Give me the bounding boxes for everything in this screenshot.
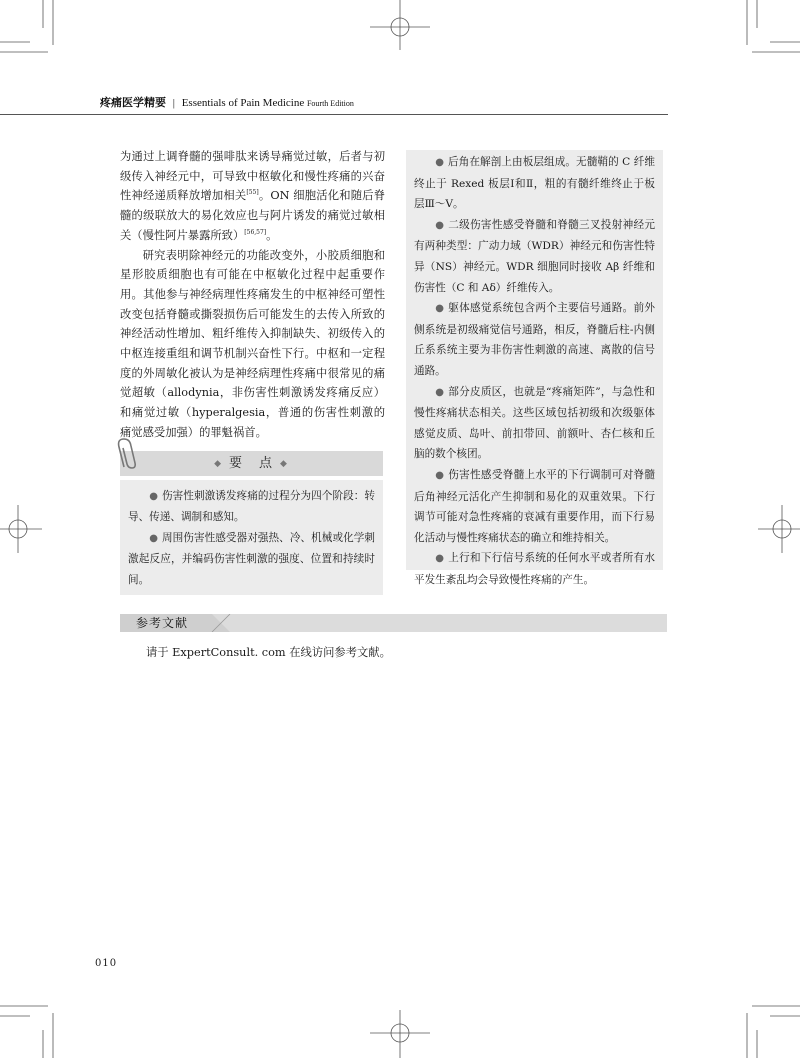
right-summary-box — [406, 150, 663, 586]
bullet-icon: ● — [435, 157, 444, 168]
bullet-icon: ● — [149, 533, 158, 544]
paragraph-2: 研究表明除神经元的功能改变外，小胶质细胞和星形胶质细胞也有可能在中枢敏化过程中起重要作用。其他参与神经病理性疼痛发生的中枢神经可塑性改变包括脊髓或撕裂损伤后可能发生的去传入所致的神经活动性增加、粗纤维传入抑制缺失、初级传入的中枢连接重组和调节机制兴奋性下行。中枢和一定程度的外周敏化被认为是神经病理性疼痛中很常见的痛觉超敏（allodynia，非伤害性刺激诱发疼痛反应）和痛觉过敏（hyperalgesia，普通的伤害性刺激的痛觉感受加强）的罪魁祸首。 — [120, 248, 385, 439]
bullet-icon: ● — [435, 219, 445, 231]
citation: [56,57] — [244, 229, 267, 237]
header-rule — [0, 114, 668, 115]
key-points-list — [120, 480, 383, 595]
header-separator: | — [172, 97, 175, 109]
header-edition: Fourth Edition — [306, 99, 354, 108]
list-item: ● 周围伤害性感受器对强热、冷、机械或化学刺激起反应，并编码伤害性刺激的强度、位置和持续时间。 — [128, 532, 376, 586]
list-item: ● 二级伤害性感受脊髓和脊髓三叉投射神经元有两种类型：广动力域（WDR）神经元和伤害性特异（NS）神经元。WDR 细胞同时接收 Aβ 纤维和伤害性（C 和 Aδ）纤维传入。 — [414, 218, 655, 294]
bullet-icon: ● — [435, 469, 445, 481]
list-item: ● 伤害性感受脊髓上水平的下行调制可对脊髓后角神经元活化产生抑制和易化的双重效果。下行调节可能对急性疼痛的衰减有重要作用，而下行易化活动与慢性疼痛状态的确立和维持相关。 — [414, 468, 655, 544]
bullet-icon: ● — [435, 386, 445, 398]
key-points-title: ◆ 要 点 ◆ — [120, 451, 383, 476]
running-header — [100, 96, 666, 111]
bullet-icon: ● — [149, 491, 158, 502]
references-bar-tab — [120, 614, 667, 632]
references-note: 请于 ExpertConsult. com 在线访问参考文献。 — [146, 646, 391, 659]
references-heading-bar — [120, 614, 667, 632]
paperclip-icon — [115, 437, 143, 473]
page-number: 010 — [95, 958, 118, 969]
paragraph-1: 为通过上调脊髓的强啡肽来诱导痛觉过敏，后者与初级传入神经元中，可导致中枢敏化和慢性疼痛的兴奋性神经递质释放增加相关[55]。ON 细胞活化和随后脊髓的级联放大的易化效应也与阿片诱发的痛觉过敏相关（慢性阿片暴露所致）[56,57]。 — [120, 150, 385, 242]
list-item: ● 上行和下行信号系统的任何水平或者所有水平发生紊乱均会导致慢性疼痛的产生。 — [414, 552, 655, 586]
list-item: ● 伤害性刺激诱发疼痛的过程分为四个阶段：转导、传递、调制和感知。 — [128, 490, 376, 523]
bullet-icon: ● — [435, 303, 445, 315]
list-item: ● 后角在解剖上由板层组成。无髓鞘的 C 纤维终止于 Rexed 板层Ⅰ和Ⅱ，粗的有髓纤维终止于板层Ⅲ～Ⅴ。 — [414, 156, 655, 211]
bullet-icon: ● — [435, 553, 445, 565]
list-item: ● 躯体感觉系统包含两个主要信号通路。前外侧系统是初级痛觉信号通路，相反，脊髓后柱-内侧丘系系统主要为非伤害性刺激的高速、离散的信号通路。 — [414, 302, 655, 377]
references-title: 参考文献 — [136, 616, 189, 630]
citation: [55] — [246, 189, 259, 197]
header-en-title: Essentials of Pain Medicine — [181, 97, 305, 109]
left-column — [120, 147, 385, 443]
header-cn-title: 疼痛医学精要 — [100, 97, 166, 109]
key-points-box — [120, 451, 383, 595]
list-item: ● 部分皮质区，也就是“疼痛矩阵”，与急性和慢性疼痛状态相关。这些区域包括初级和次级躯体感觉皮质、岛叶、前扣带回、前额叶、杏仁核和丘脑的数个核团。 — [414, 385, 655, 461]
